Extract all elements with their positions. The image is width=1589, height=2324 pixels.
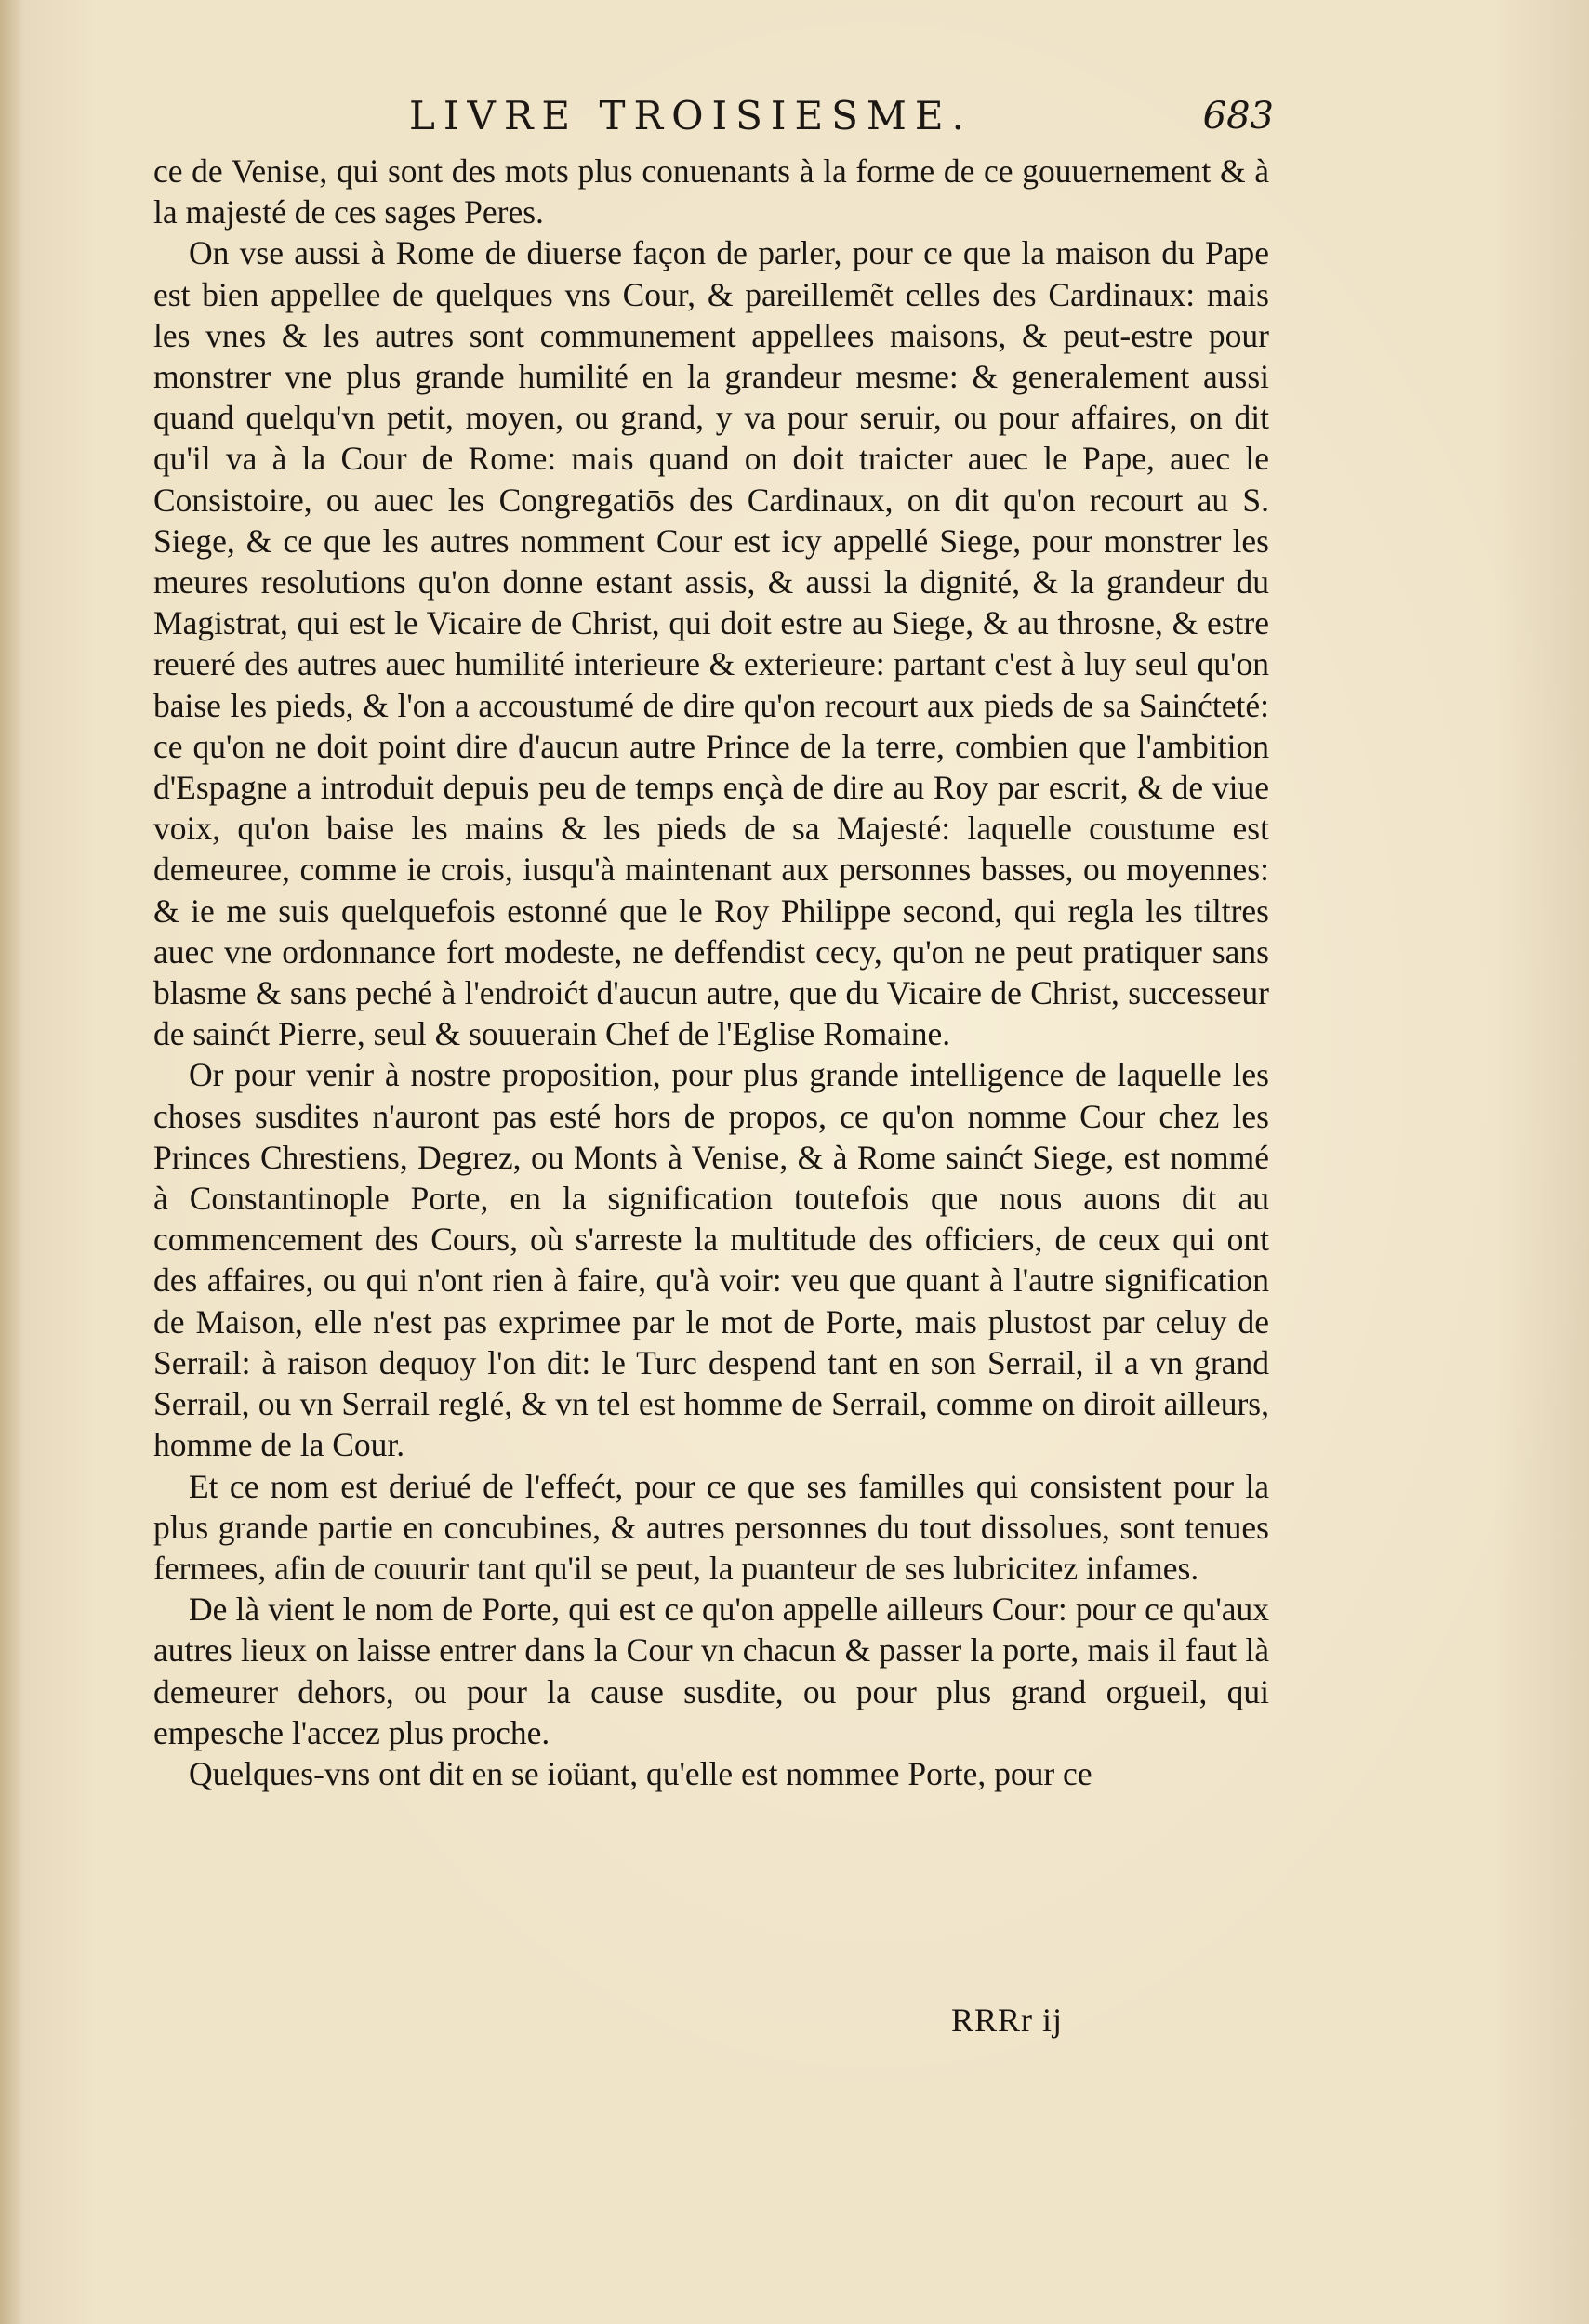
catchline: [153, 1997, 1269, 2043]
paragraph-continuation: ce de Venise, qui sont des mots plus conuenants à la forme de ce gouuernement & à la majesté de ces sages Peres.: [153, 152, 1269, 231]
paragraph-last: Quelques-vns ont dit en se ioüant, qu'elle est nommee Porte, pour ce: [189, 1754, 1092, 1792]
paragraph: Or pour venir à nostre proposition, pour plus grande intelligence de laquelle les choses susdites n'auront pas esté hors de propos, ce qu'on nomme Cour chez les Princes Chrestiens, Degrez, ou Monts à Venise, & à Rome sainćt Siege, est nommé à Constantinople Porte, en la signification toutefois que nous auons dit au commencement des Cours, où s'arreste la multitude des officiers, de ceux qui ont des affaires, ou qui n'ont rien à faire, qu'à voir: veu que quant à l'autre signification de Maison, elle n'est pas exprimee par le mot de Porte, mais plustost par celuy de Serrail: à raison dequoy l'on dit: le Turc despend tant en son Serrail, il a vn grand Serrail, ou vn Serrail reglé, & vn tel est homme de Serrail, comme on diroit ailleurs, homme de la Cour.: [153, 1056, 1269, 1464]
running-head: [149, 88, 1274, 144]
paragraph: On vse aussi à Rome de diuerse façon de parler, pour ce que la maison du Pape est bien appellee de quelques vns Cour, & pareillemẽt celles des Cardinaux: mais les vnes & les autres sont communement appellees maisons, & peut-estre pour monstrer vne plus grande humilité en la grandeur mesme: & generalement aussi quand quelqu'vn petit, moyen, ou grand, y va pour seruir, ou pour affaires, on dit qu'il va à la Cour de Rome: mais quand on doit traicter auec le Pape, auec le Consistoire, ou auec les Congregatiōs des Cardinaux, on dit qu'on recourt au S. Siege, & ce que les autres nomment Cour est icy appellé Siege, pour monstrer les meures resolutions qu'on donne estant assis, & aussi la dignité, & la grandeur du Magistrat, qui est le Vicaire de Christ, qui doit estre au Siege, & au throsne, & estre reueré des autres auec humilité interieure & exterieure: partant c'est à luy seul qu'on baise les pieds, & l'on a accoustumé de dire qu'on recourt aux pieds de sa Sainćteté: ce qu'on ne doit point dire d'aucun autre Prince de la terre, combien que l'ambition d'Espagne a introduit depuis peu de temps ençà de dire au Roy par escrit, & de viue voix, qu'on baise les mains & les pieds de sa Majesté: laquelle coustume est demeuree, comme ie crois, iusqu'à maintenant aux personnes basses, ou moyennes: & ie me suis quelquefois estonné que le Roy Philippe second, qui regla les tiltres auec vne ordonnance fort modeste, ne deffendist cecy, qu'on ne peut pratiquer sans blasme & sans peché à l'endroićt d'aucun autre, que du Vicaire de Christ, successeur de sainćt Pierre, seul & souuerain Chef de l'Eglise Romaine.: [153, 234, 1269, 1053]
page-gutter-shadow: [0, 0, 24, 2324]
signature-mark: RRRr ij: [951, 2001, 1064, 2039]
paragraph: De là vient le nom de Porte, qui est ce qu'on appelle ailleurs Cour: pour ce qu'aux autres lieux on laisse entrer dans la Cour vn chacun & passer la porte, mais il faut là demeurer dehors, ou pour la cause susdite, ou pour plus grand orgueil, qui empesche l'accez plus proche.: [153, 1591, 1269, 1751]
running-title: LIVRE TROISIESME.: [409, 93, 973, 139]
paragraph: Et ce nom est deriué de l'effećt, pour ce que ses familles qui consistent pour la plus grande partie en concubines, & autres personnes du tout dissolues, sont tenues fermees, afin de couurir tant qu'il se peut, la puanteur de ses lubricitez infames.: [153, 1467, 1269, 1587]
page-number: 683: [1202, 95, 1274, 138]
body-text: [153, 151, 1269, 1794]
